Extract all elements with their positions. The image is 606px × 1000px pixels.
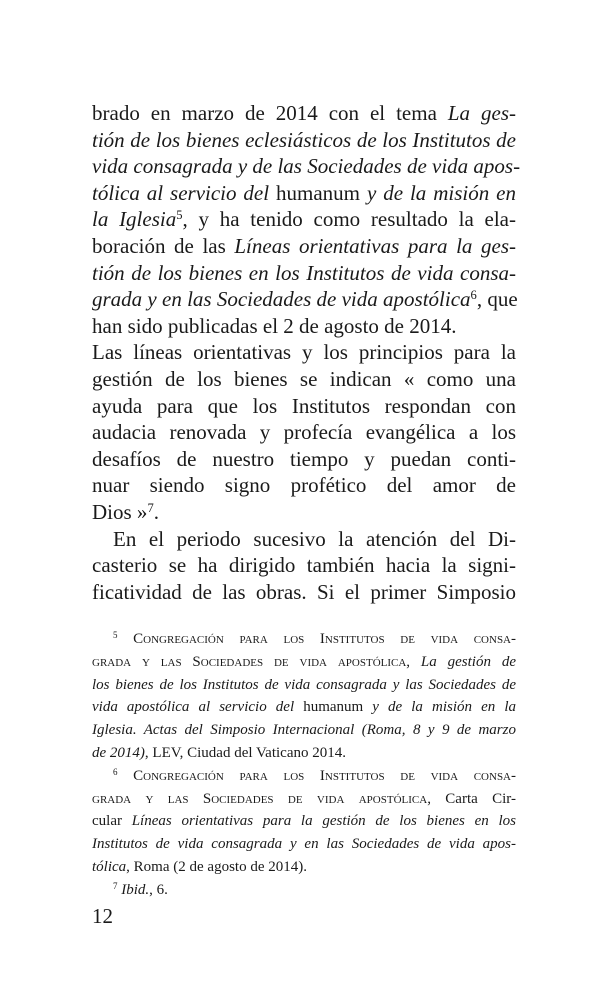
small-caps-run: Congregación para los Institutos de vida consa- [133,631,516,647]
italic-run: Institutos de vida consagrada y en las Sociedades de vida apos- [92,836,516,853]
text-run: humanum [269,180,367,205]
text-run: cular [92,813,132,830]
text-run: brado en marzo de 2014 con el tema [92,101,448,125]
small-caps-run: grada y las Sociedades de vida apostólica [92,790,428,807]
text-run: , 6. [149,881,168,898]
text-line [92,127,516,154]
text-line: ayuda para que los Institutos respondan con [92,393,516,418]
text-run: , LEV, Ciudad del Vaticano 2014. [144,744,346,761]
text-line: En el periodo sucesivo la atención del Di- [113,526,516,551]
text-run: Dios » [92,499,148,524]
footnote-line [92,696,516,719]
footnote-line [92,833,516,856]
italic-run: Líneas orientativas para la ges- [234,233,516,258]
italic-run: tólica [92,858,127,875]
italic-run: tión de los bienes en los Institutos de vida consa- [92,260,516,285]
italic-run: La ges- [447,101,516,125]
footnote-ref[interactable]: 6 [470,288,477,303]
text-line [92,180,516,207]
footnotes [92,628,516,902]
italic-run: tólica al servicio del [92,180,270,205]
text-line: Las líneas orientativas y los principios para la [92,340,516,365]
page-number: 12 [92,904,113,928]
italic-run: La gestión de [420,653,516,670]
text-line: casterio se ha dirigido también hacia la signi- [92,553,516,578]
italic-run: grada y en las Sociedades de vida apostólica [92,287,471,312]
italic-run: de 2014) [92,744,145,761]
footnote-6 [92,765,516,788]
footnote-line [92,651,516,674]
text-line: han sido publicadas el 2 de agosto de 2014. [92,313,457,338]
footnote-line [92,810,516,833]
italic-run: Ibid. [121,881,150,898]
footnote-line [92,856,516,879]
main-text [92,100,521,605]
text-run: , Carta Cir- [427,790,516,807]
text-line: desafíos de nuestro tiempo y puedan conti- [92,446,516,471]
small-caps-run: grada y las Sociedades de vida apostólica, [92,653,421,670]
footnote-mark: 7 [113,880,118,891]
italic-run: vida consagrada y de las Sociedades de vida apos- [92,154,521,179]
text-line [92,286,516,313]
footnote-line [92,719,516,742]
footnote-line [92,674,516,697]
italic-run: Líneas orientativas para la gestión de los bienes en los [131,813,516,830]
text-line: nuar siendo signo profético del amor de [92,473,516,498]
footnote-ref[interactable]: 7 [147,500,154,515]
text-run: , que [476,287,518,312]
text-line: audacia renovada y profecía evangélica a los [92,420,516,445]
text-line [92,499,516,526]
text-line [92,260,516,287]
small-caps-run: Congregación para los Institutos de vida consa- [133,767,516,784]
footnote-line [92,742,516,765]
footnote-5 [92,628,516,651]
text-run: boración de las [92,233,235,258]
italic-run: la Iglesia [92,207,177,232]
italic-run: los bienes de los Institutos de vida consagrada y las Sociedades de [92,676,516,693]
footnote-line [92,788,516,811]
text-line: gestión de los bienes se indican « como una [92,366,516,391]
italic-run: y de la misión en la [372,699,516,716]
italic-run: vida apostólica al servicio del [92,699,295,716]
text-line: ficatividad de las obras. Si el primer Simposio [92,579,516,604]
footnote-mark: 6 [113,766,118,777]
text-line [92,233,516,260]
text-run: . [153,499,159,524]
italic-run: tión de los bienes eclesiásticos de los Institutos de [92,127,516,152]
italic-run: Iglesia. Actas del Simposio Internacional (Roma, 8 y 9 de marzo [92,722,516,739]
footnote-7 [92,879,516,902]
text-line [92,206,516,233]
footnote-mark: 5 [113,630,118,641]
text-run: , y ha tenido como resultado la ela- [182,207,516,232]
text-line [92,153,521,180]
italic-run: y de la misión en [366,180,516,205]
text-line [92,100,516,127]
text-run: humanum [294,699,373,716]
footnote-ref[interactable]: 5 [176,208,183,223]
text-run: , Roma (2 de agosto de 2014). [126,858,307,875]
